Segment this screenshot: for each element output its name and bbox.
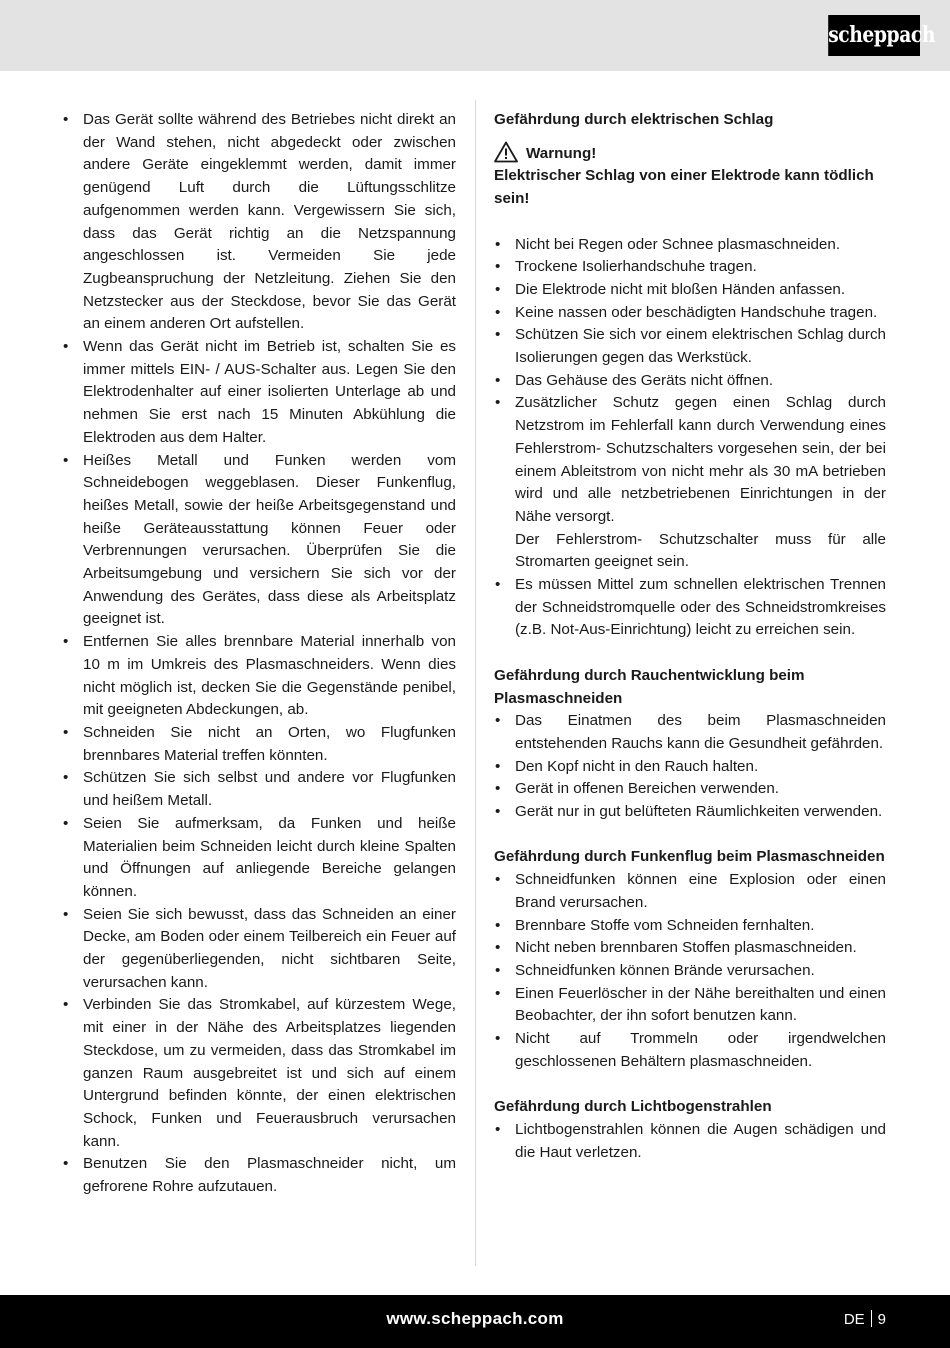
- right-column: [494, 109, 886, 1164]
- list-item: • Die Elektrode nicht mit bloßen Händen anfassen.: [495, 280, 846, 298]
- warning-triangle-icon: [494, 141, 518, 163]
- page-indicator: [844, 1310, 886, 1328]
- website-url: www.scheppach.com: [386, 1309, 564, 1328]
- list-item: • Gerät in offenen Bereichen verwenden.: [495, 780, 779, 798]
- list-item: • Schneidfunken können eine Explosion oder einen Brand verursachen.: [495, 871, 886, 911]
- list-item: • Nicht neben brennbaren Stoffen plasmaschneiden.: [495, 939, 857, 957]
- list-item: • Das Einatmen des beim Plasmaschneiden entstehenden Rauchs kann die Gesundheit gefährden.: [495, 712, 886, 752]
- language-code: DE: [843, 1311, 865, 1328]
- warning-label: Warnung!: [526, 144, 597, 162]
- list-item: • Keine nassen oder beschädigten Handschuhe tragen.: [495, 303, 878, 321]
- list-item: • Benutzen Sie den Plasmaschneider nicht, um gefrorene Rohre aufzutauen.: [63, 1155, 456, 1196]
- list-item: • Schneidfunken können Brände verursachen.: [495, 961, 815, 979]
- list-item: • Einen Feuerlöscher in der Nähe bereithalten und einen Beobachter, der ihn sofort benutzen kann.: [495, 984, 886, 1025]
- section-heading-electric-shock: Gefährdung durch elektrischen Schlag: [494, 111, 774, 128]
- section-heading-smoke: Gefährdung durch Rauchentwicklung beim Plasmaschneiden: [494, 666, 805, 707]
- list-item: • Seien Sie aufmerksam, da Funken und heiße Materialien beim Schneiden leicht durch kleine Spalten und Öffnungen auf anliegende Bereiche gelangen können.: [63, 814, 456, 900]
- footer-bar: [0, 1295, 950, 1348]
- list-item: • Trockene Isolierhandschuhe tragen.: [495, 258, 757, 276]
- list-item: • Zusätzlicher Schutz gegen einen Schlag durch Netzstrom im Fehlerfall kann durch Verwendung eines Fehlerstrom- Schutzschalters vorgesehen sein, der bei einem Ableitstrom von nicht mehr als 30 mA betrieben wird und alle netzbetriebenen Einrichtungen in der Nähe versorgt. Der Fehlerstrom- Schutzschalter muss für alle Stromarten geeignet sein.: [494, 392, 886, 574]
- list-item: • Nicht bei Regen oder Schnee plasmaschneiden.: [495, 235, 841, 253]
- list-item: • Schützen Sie sich vor einem elektrischen Schlag durch Isolierungen gegen das Werkstück.: [495, 326, 886, 367]
- list-item: • Das Gerät sollte während des Betriebes nicht direkt an der Wand stehen, nicht abgedeckt oder zwischen andere Geräte eingeklemmt werden, damit immer genügend Luft durch die Lüftungsschlitze aufgenommen werden kann. Vergewissern Sie sich, dass das Gerät richtig an die Netzspannung angeschlossen ist. Vermeiden Sie jede Zugbeanspruchung der Netzleitung. Ziehen Sie den Netzstecker aus der Steckdose, bevor Sie das Gerät an einem anderen Ort aufstellen.: [63, 111, 456, 333]
- list-item: • Nicht auf Trommeln oder irgendwelchen geschlossenen Behältern plasmaschneiden.: [495, 1030, 886, 1070]
- list-item: • Lichtbogenstrahlen können die Augen schädigen und die Haut verletzen.: [495, 1120, 886, 1161]
- safety-list: [62, 109, 456, 1199]
- list-item: • Es müssen Mittel zum schnellen elektrischen Trennen der Schneidstromquelle oder des Schneidstromkreises (z.B. Not-Aus-Einrichtung) leicht zu erreichen sein.: [495, 576, 886, 639]
- section-heading-sparks: Gefährdung durch Funkenflug beim Plasmaschneiden: [494, 848, 885, 866]
- arc-list: [494, 1119, 886, 1164]
- warning-text: Elektrischer Schlag von einer Elektrode kann tödlich sein!: [494, 167, 874, 208]
- list-item: • Verbinden Sie das Stromkabel, auf kürzestem Wege, mit einer in der Nähe des Arbeitsplatzes liegenden Steckdose, um zu vermeiden, dass das Stromkabel im ganzen Raum ausgebreitet ist und sich auf einem Untergrund befinden könnte, der einen elektrischen Schock, Funken und Feuerausbruch verursachen kann.: [63, 996, 456, 1150]
- list-item: • Den Kopf nicht in den Rauch halten.: [495, 757, 759, 775]
- list-item: • Schützen Sie sich selbst und andere vor Flugfunken und heißem Metall.: [63, 769, 456, 810]
- smoke-list: [494, 710, 886, 824]
- list-item: • Das Gehäuse des Geräts nicht öffnen.: [495, 371, 774, 389]
- header-bar: [0, 0, 950, 71]
- column-divider: [475, 100, 476, 1266]
- page-number: 9: [877, 1311, 886, 1328]
- warning-line: [494, 143, 886, 166]
- list-item: • Schneiden Sie nicht an Orten, wo Flugfunken brennbares Material treffen könnten.: [63, 723, 456, 764]
- list-item: • Heißes Metall und Funken werden vom Schneidebogen weggeblasen. Dieser Funkenflug, heißes Metall, sowie der heiße Arbeitsgegenstand und heiße Geräteausstattung können Feuer oder Verbrennungen verursachen. Überprüfen Sie die Arbeitsumgebung und versichern Sie sich vor der Anwendung des Gerätes, dass diese als Arbeitsplatz geeignet ist.: [63, 451, 456, 628]
- left-column: [62, 109, 456, 1199]
- list-item-continuation: Der Fehlerstrom- Schutzschalter muss für alle Stromarten geeignet sein.: [515, 530, 886, 571]
- list-item: • Wenn das Gerät nicht im Betrieb ist, schalten Sie es immer mittels EIN- / AUS-Schalter aus. Legen Sie den Elektrodenhalter auf einer isolierten Unterlage ab und nehmen Sie erst nach 15 Minuten Abkühlung die Elektroden aus dem Halter.: [63, 338, 456, 446]
- brand-logo: scheppach: [828, 15, 920, 56]
- list-item: • Brennbare Stoffe vom Schneiden fernhalten.: [495, 916, 815, 934]
- shock-list: [494, 234, 886, 643]
- list-item: • Seien Sie sich bewusst, dass das Schneiden an einer Decke, am Boden oder einem Teilbereich ein Feuer auf der gegenüberliegenden, nicht sichtbaren Seite, verursachen kann.: [63, 905, 456, 991]
- section-heading-arc: Gefährdung durch Lichtbogenstrahlen: [494, 1098, 772, 1116]
- sparks-list: [494, 869, 886, 1073]
- list-item: • Gerät nur in gut belüfteten Räumlichkeiten verwenden.: [495, 803, 883, 821]
- list-item: • Entfernen Sie alles brennbare Material innerhalb von 10 m im Umkreis des Plasmaschneiders. Wenn dies nicht möglich ist, decken Sie die Gegenstände penibel, mit geeigneten Abdeckungen, ab.: [63, 633, 456, 719]
